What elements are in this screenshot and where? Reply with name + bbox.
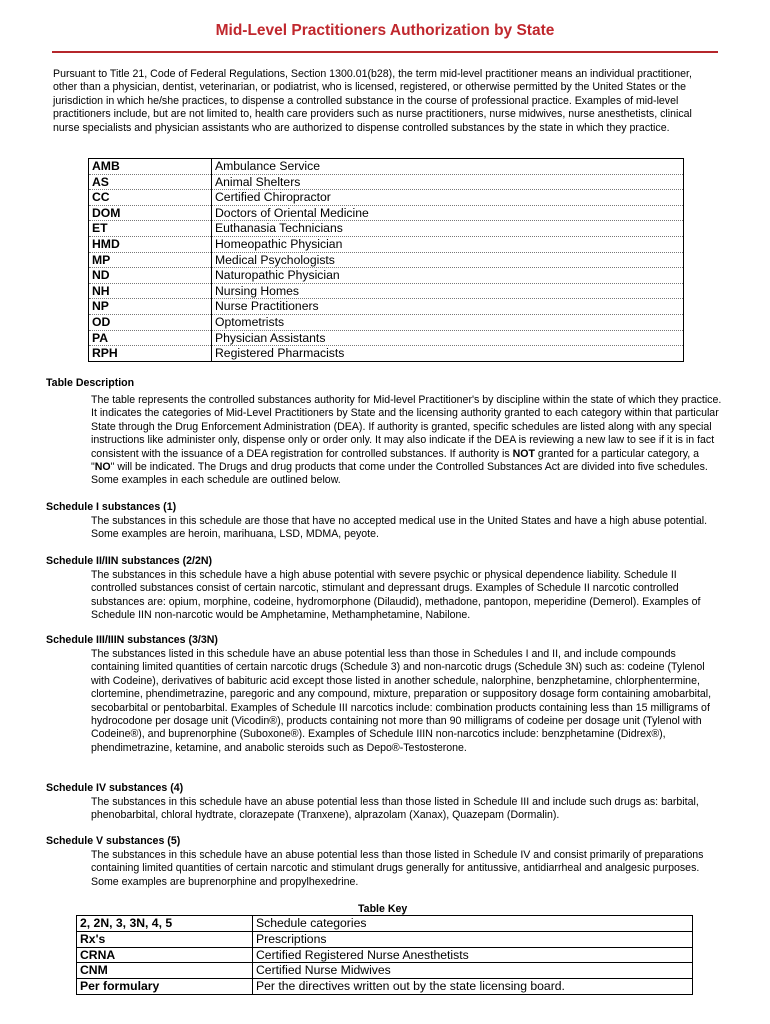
not-emphasis: NOT bbox=[512, 447, 535, 460]
practitioner-code: NH bbox=[89, 283, 212, 299]
practitioner-name: Ambulance Service bbox=[212, 159, 684, 175]
key-meaning: Schedule categories bbox=[253, 916, 693, 932]
practitioner-types-table bbox=[88, 158, 684, 362]
practitioner-code: CC bbox=[89, 190, 212, 206]
practitioner-code: NP bbox=[89, 299, 212, 315]
practitioner-name: Certified Chiropractor bbox=[212, 190, 684, 206]
table-description-heading: Table Description bbox=[46, 377, 135, 389]
key-meaning: Certified Registered Nurse Anesthetists bbox=[253, 947, 693, 963]
table-row bbox=[89, 221, 684, 237]
practitioner-code: DOM bbox=[89, 205, 212, 221]
key-code: CNM bbox=[77, 963, 253, 979]
schedule-4-text: The substances in this schedule have an abuse potential less than those listed in Schedule III and include such drugs as: barbital, phenobarbital, chloral hydtrate, clorazepate (Tranxene), alprazolam (Xanax), Quazepam (Dormalin). bbox=[91, 796, 699, 822]
table-row bbox=[89, 159, 684, 175]
schedule-1-text: The substances in this schedule are those that have no accepted medical use in the United States and have a high abuse potential. Some examples are heroin, marihuana, LSD, MDMA, peyote. bbox=[91, 515, 708, 541]
table-row bbox=[89, 174, 684, 190]
practitioner-name: Nurse Practitioners bbox=[212, 299, 684, 315]
practitioner-name: Registered Pharmacists bbox=[215, 346, 345, 361]
key-code: Per formulary bbox=[77, 979, 253, 995]
table-row bbox=[89, 314, 684, 330]
key-meaning: Per the directives written out by the state licensing board. bbox=[256, 979, 565, 994]
practitioner-code: ET bbox=[89, 221, 212, 237]
schedule-5-text: The substances in this schedule have an abuse potential less than those listed in Schedule IV and consist primarily of preparations containing limited quantities of certain narcotic and stimulant drugs generally for antitussive, antidiarrheal and analgesic purposes. Some examples are buprenorphine and propylhexedrine. bbox=[91, 849, 704, 888]
practitioner-name: Nursing Homes bbox=[212, 283, 684, 299]
practitioner-name: Euthanasia Technicians bbox=[212, 221, 684, 237]
no-emphasis: NO bbox=[94, 461, 111, 474]
practitioner-name: Doctors of Oriental Medicine bbox=[212, 205, 684, 221]
practitioner-code: AMB bbox=[89, 159, 212, 175]
table-row bbox=[89, 190, 684, 206]
key-code: 2, 2N, 3, 3N, 4, 5 bbox=[77, 916, 253, 932]
practitioner-code: ND bbox=[89, 268, 212, 284]
schedule-3-text: The substances listed in this schedule have an abuse potential less than those in Schedules I and II, and include compounds containing limited quantities of certain narcotic drugs (Schedule 3) and non-narcotic drugs (Schedule 3N) such as: codeine (Tylenol with Codeine), derivatives of babituric acid except those listed in another schedule, nalorphine, benzphetamine, chlorphentermine, clortemine, phendimetrazine, paregoric and any compound, mixture, preparation or suppository dosage form containing amobarbital, secobarbital or pentobarbital. Examples of Schedule III narcotics include: combination products containing less than 15 milligrams of hydrocodone per dosage unit (Vicodin®), products containing not more than 90 milligrams of codeine per dosage unit (Tylenol with Codeine®), and buprenorphine (Suboxone®). Examples of Schedule IIIN non-narcotics include: benzphetamine (Didrex®), phendimetrazine, ketamine, and anabolic steroids such as Depo®-Testosterone. bbox=[91, 648, 712, 754]
description-text: granted for a particular category, a " bbox=[91, 447, 700, 474]
page-title: Mid-Level Practitioners Authorization by State bbox=[215, 22, 555, 39]
key-meaning: Certified Nurse Midwives bbox=[253, 963, 693, 979]
table-row bbox=[89, 268, 684, 284]
schedule-2-text: The substances in this schedule have a high abuse potential with severe psychic or physical dependence liability. Schedule II controlled substances consist of certain narcotic, stimulant and depressant drugs. Examples of Schedule II narcotic controlled substances are: opium, morphine, codeine, hydromorphone (Dilaudid), methadone, pantopon, meperidine (Demerol). Examples of Schedule IIN non-narcotic would be Amphetamine, Methamphetamine, Nabilone. bbox=[91, 569, 701, 622]
schedule-2-heading: Schedule II/IIN substances (2/2N) bbox=[46, 555, 213, 567]
practitioner-name: Animal Shelters bbox=[212, 174, 684, 190]
practitioner-name: Optometrists bbox=[212, 314, 684, 330]
key-code: CRNA bbox=[77, 947, 253, 963]
schedule-1-heading: Schedule I substances (1) bbox=[46, 501, 177, 513]
table-row bbox=[89, 330, 684, 346]
table-row bbox=[77, 931, 693, 947]
table-row bbox=[77, 916, 693, 932]
practitioner-code: PA bbox=[89, 330, 212, 346]
practitioner-code: RPH bbox=[89, 346, 212, 362]
description-text: The table represents the controlled substances authority for Mid-level Practitioner's by discipline within the state of which they practice. It indicates the categories of Mid-Level Practitioners by State and the licensing authority granted to each category within that particular State through the Drug Enforcement Administration (DEA). If authority is granted, specific schedules are listed along with any special instructions like administer only, dispense only or order only. It may also indicate if the DEA is reviewing a new law to see if it is in fact consistent with the issuance of a DEA registration for controlled substances. If authority is bbox=[91, 394, 722, 460]
practitioner-name: Medical Psychologists bbox=[212, 252, 684, 268]
schedule-4-heading: Schedule IV substances (4) bbox=[46, 782, 184, 794]
practitioner-name: Homeopathic Physician bbox=[212, 236, 684, 252]
practitioner-code: HMD bbox=[89, 236, 212, 252]
practitioner-code: AS bbox=[89, 174, 212, 190]
table-row bbox=[89, 236, 684, 252]
schedule-3-heading: Schedule III/IIIN substances (3/3N) bbox=[46, 634, 218, 646]
intro-paragraph: Pursuant to Title 21, Code of Federal Regulations, Section 1300.01(b28), the term mid-level practitioner means an individual practitioner, other than a physician, dentist, veterinarian, or podiatrist, who is licensed, registered, or otherwise permitted by the United States or the jurisdiction in which he/she practices, to dispense a controlled substance in the course of professional practice. Examples of mid-level practitioners include, but are not limited to, health care providers such as nurse practitioners, nurse midwives, nurse anesthetists, clinical nurse specialists and physician assistants who are authorized to dispense controlled substances by the state in which they practice. bbox=[53, 68, 692, 134]
schedule-5-heading: Schedule V substances (5) bbox=[46, 835, 181, 847]
practitioner-name: Naturopathic Physician bbox=[212, 268, 684, 284]
table-row bbox=[89, 283, 684, 299]
key-meaning: Prescriptions bbox=[253, 931, 693, 947]
table-row bbox=[89, 346, 684, 362]
description-text: " will be indicated. The Drugs and drug products that come under the Controlled Substances Act are divided into five schedules. Some examples in each schedule are outlined below. bbox=[91, 461, 708, 487]
table-row bbox=[89, 205, 684, 221]
table-key bbox=[76, 915, 693, 995]
table-row bbox=[77, 947, 693, 963]
table-row bbox=[89, 252, 684, 268]
table-row bbox=[77, 963, 693, 979]
table-row bbox=[77, 979, 693, 995]
key-code: Rx's bbox=[77, 931, 253, 947]
practitioner-code: MP bbox=[89, 252, 212, 268]
table-description-paragraph bbox=[91, 394, 723, 488]
practitioner-code: OD bbox=[89, 314, 212, 330]
title-divider bbox=[52, 51, 718, 53]
practitioner-name: Physician Assistants bbox=[212, 330, 684, 346]
table-row bbox=[89, 299, 684, 315]
table-key-title: Table Key bbox=[358, 903, 408, 915]
